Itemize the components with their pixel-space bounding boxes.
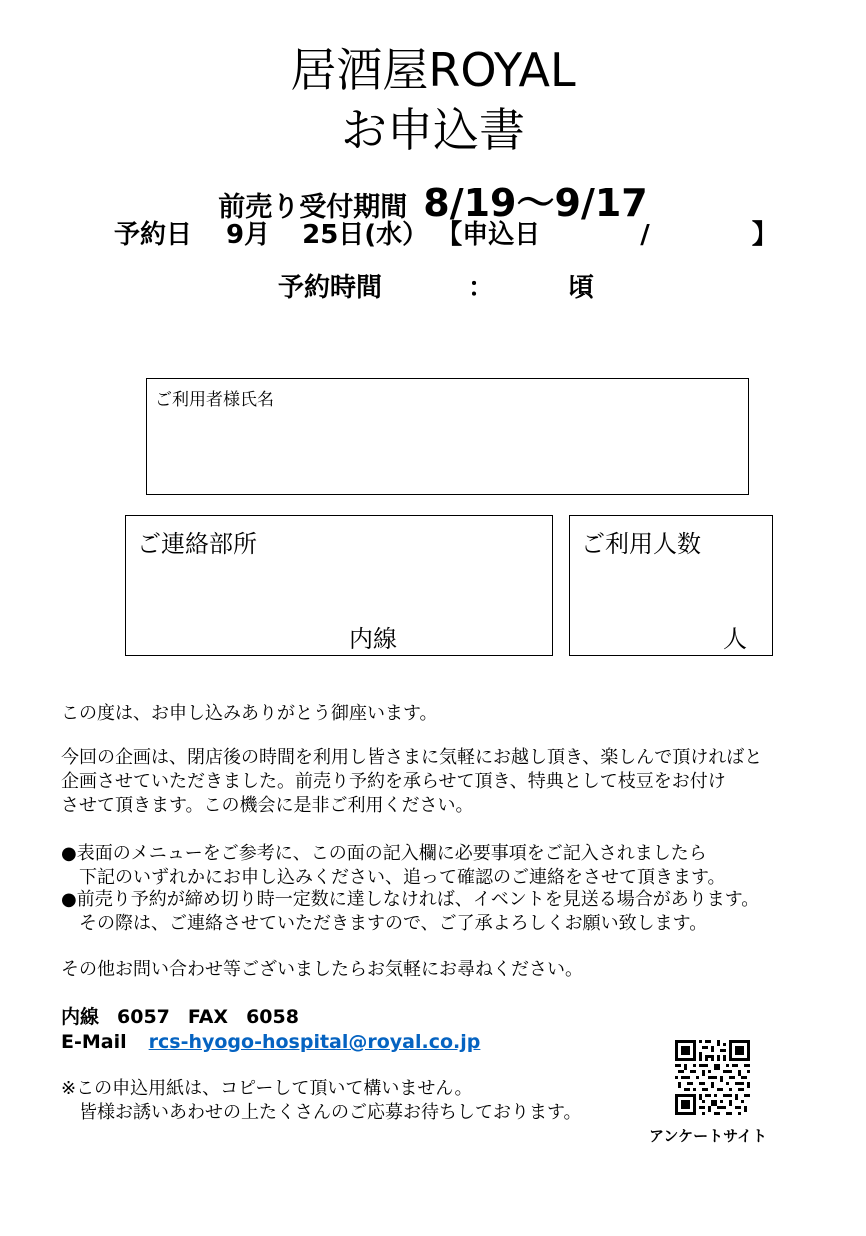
phone-fax-line [61, 1005, 299, 1029]
people-unit-label: 人 [723, 625, 747, 653]
invite-note: 皆様お誘いあわせの上たくさんのご応募お待ちしております。 [61, 1102, 582, 1123]
application-date-slash: / [640, 220, 650, 250]
extension-label: 内線 [349, 625, 397, 653]
reservation-time-label: 予約時間 [278, 273, 383, 303]
survey-qr-code[interactable] [675, 1040, 750, 1115]
bullet-1-line-1: ●表面のメニューをご参考に、この面の記入欄に必要事項をご記入されましたら [61, 843, 707, 864]
user-name-label: ご利用者様氏名 [155, 390, 274, 410]
email-link[interactable]: rcs-hyogo-hospital@royal.co.jp [148, 1031, 481, 1053]
application-date-close: 】 [751, 220, 778, 250]
reservation-date-label: 予約日 [114, 220, 193, 250]
number-of-people-field[interactable] [569, 515, 773, 656]
sales-period-label: 前売り受付期間 [218, 192, 408, 223]
qr-caption: アンケートサイト [649, 1127, 768, 1145]
page-title: 居酒屋ROYAL [290, 43, 576, 97]
inquiry-text: その他お問い合わせ等ございましたらお気軽にお尋ねください。 [61, 959, 583, 980]
sales-period-value: 8/19～9/17 [423, 181, 648, 225]
contact-department-field[interactable] [125, 515, 553, 656]
bullet-2-line-2: その際は、ご連絡させていただきますので、ご了承よろしくお願い致します。 [61, 913, 708, 934]
reservation-date-line [114, 215, 778, 255]
bullet-1-line-2: 下記のいずれかにお申し込みください、追って確認のご連絡をさせて頂きます。 [61, 867, 726, 888]
user-name-field[interactable] [146, 378, 749, 495]
reservation-time-line [278, 268, 594, 308]
email-label: E-Mail [61, 1031, 127, 1053]
reservation-time-suffix: 頃 [568, 273, 595, 303]
copy-note: ※この申込用紙は、コピーして頂いて構いません。 [61, 1078, 473, 1099]
fax-number: 6058 [246, 1006, 299, 1028]
application-date-open: 【申込日 [436, 220, 541, 250]
extension-contact-label: 内線 [61, 1006, 100, 1028]
number-of-people-label: ご利用人数 [581, 530, 701, 558]
reservation-time-colon: ： [468, 273, 495, 303]
bullet-2-line-1: ●前売り予約が締め切り時一定数に達しなければ、イベントを見送る場合があります。 [61, 889, 760, 910]
reservation-month: 9月 [226, 220, 271, 250]
intro-line-2: 企画させていただきました。前売り予約を承らせて頂き、特典として枝豆をお付け [61, 771, 726, 792]
extension-number: 6057 [117, 1006, 170, 1028]
intro-line-3: させて頂きます。この機会に是非ご利用ください。 [61, 795, 474, 816]
intro-line-1: 今回の企画は、閉店後の時間を利用し皆さまに気軽にお越し頂き、楽しんで頂ければと [61, 747, 763, 768]
page-subtitle: お申込書 [341, 103, 525, 157]
email-line [61, 1030, 480, 1054]
contact-department-label: ご連絡部所 [137, 530, 257, 558]
thanks-text: この度は、お申し込みありがとう御座います。 [61, 703, 438, 724]
reservation-day: 25日(水） [302, 220, 429, 250]
fax-label: FAX [187, 1006, 229, 1028]
